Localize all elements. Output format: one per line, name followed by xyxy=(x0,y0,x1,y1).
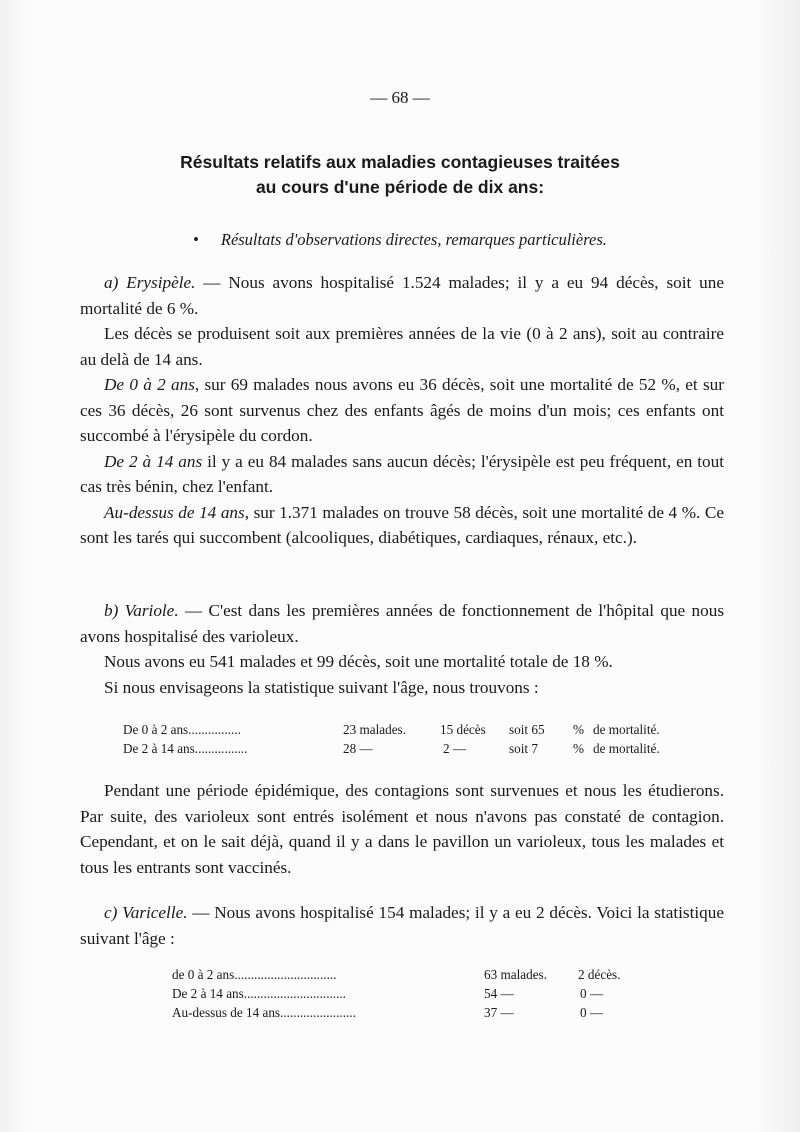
erysipele-paragraph-1: a) Erysipèle. — Nous avons hospitalisé 1.524 malades; il y a eu 94 décès, soit une mortalité de 6 %. xyxy=(80,273,724,318)
varicelle-paragraph-1: c) Varicelle. — Nous avons hospitalisé 154 malades; il y a eu 2 décès. Voici la statistique suivant l'âge : xyxy=(80,903,724,948)
table-row: Au-dessus de 14 ans....................... 37 — 0 — xyxy=(172,1005,604,1020)
variole-paragraph-3: Si nous envisageons la statistique suivant l'âge, nous trouvons : xyxy=(104,677,539,697)
erysipele-label: a) Erysipèle. xyxy=(104,273,196,292)
table-row: de 0 à 2 ans............................... 63 malades. 2 décès. xyxy=(172,967,621,982)
table-row: De 0 à 2 ans................ 23 malades. 15 décès soit 65 % de mortalité. xyxy=(123,722,660,737)
subtitle-text: Résultats d'observations directes, remarques particulières. xyxy=(220,230,607,249)
title-line-2: au cours d'une période de dix ans: xyxy=(255,177,545,197)
section-variole xyxy=(80,598,724,700)
section-variole-contagion xyxy=(80,778,724,880)
page-number: — 68 — xyxy=(370,88,430,107)
variole-paragraph-4: Pendant une période épidémique, des contagions sont survenues et nous les étudierons. Par suite, des varioleux sont entrés isolément et nous n'avons pas constaté de contagion. Cependant, et on le sait déjà, quand il y a dans le pavillon un varioleux, tous les malades et tous les entrants sont vaccinés. xyxy=(80,781,724,877)
title-line-1: Résultats relatifs aux maladies contagieuses traitées xyxy=(180,152,620,172)
variole-table xyxy=(123,720,703,758)
section-varicelle xyxy=(80,900,724,951)
variole-label: b) Variole. xyxy=(104,601,179,620)
section-title xyxy=(0,150,800,200)
section-erysipele xyxy=(80,270,724,551)
varicelle-label: c) Varicelle. xyxy=(104,903,188,922)
bullet-icon: • xyxy=(193,230,199,249)
table-row: De 2 à 14 ans............................... 54 — 0 — xyxy=(172,986,604,1001)
erysipele-paragraph-3: De 0 à 2 ans, sur 69 malades nous avons eu 36 décès, soit une mortalité de 52 %, et sur ces 36 décès, 26 sont survenus chez des enfants âgés de moins d'un mois; ces enfants ont succombé à l'érysipèle du cordon. xyxy=(80,375,725,445)
table-row: De 2 à 14 ans................ 28 — 2 — soit 7 % de mortalité. xyxy=(123,741,660,756)
varicelle-table xyxy=(172,965,652,1022)
erysipele-paragraph-2: Les décès se produisent soit aux premières années de la vie (0 à 2 ans), soit au contraire au delà de 14 ans. xyxy=(80,324,724,369)
variole-paragraph-1: b) Variole. — C'est dans les premières années de fonctionnement de l'hôpital que nous avons hospitalisé des varioleux. xyxy=(80,601,725,646)
erysipele-paragraph-4: De 2 à 14 ans il y a eu 84 malades sans aucun décès; l'érysipèle est peu fréquent, en tout cas très bénin, chez l'enfant. xyxy=(80,451,725,496)
variole-paragraph-2: Nous avons eu 541 malades et 99 décès, soit une mortalité totale de 18 %. xyxy=(104,652,613,671)
section-subtitle xyxy=(0,230,800,250)
erysipele-paragraph-5: Au-dessus de 14 ans, sur 1.371 malades on trouve 58 décès, soit une mortalité de 4 %. Ce sont les tarés qui succombent (alcooliques, diabétiques, cardiaques, rénaux, etc.). xyxy=(80,502,724,547)
